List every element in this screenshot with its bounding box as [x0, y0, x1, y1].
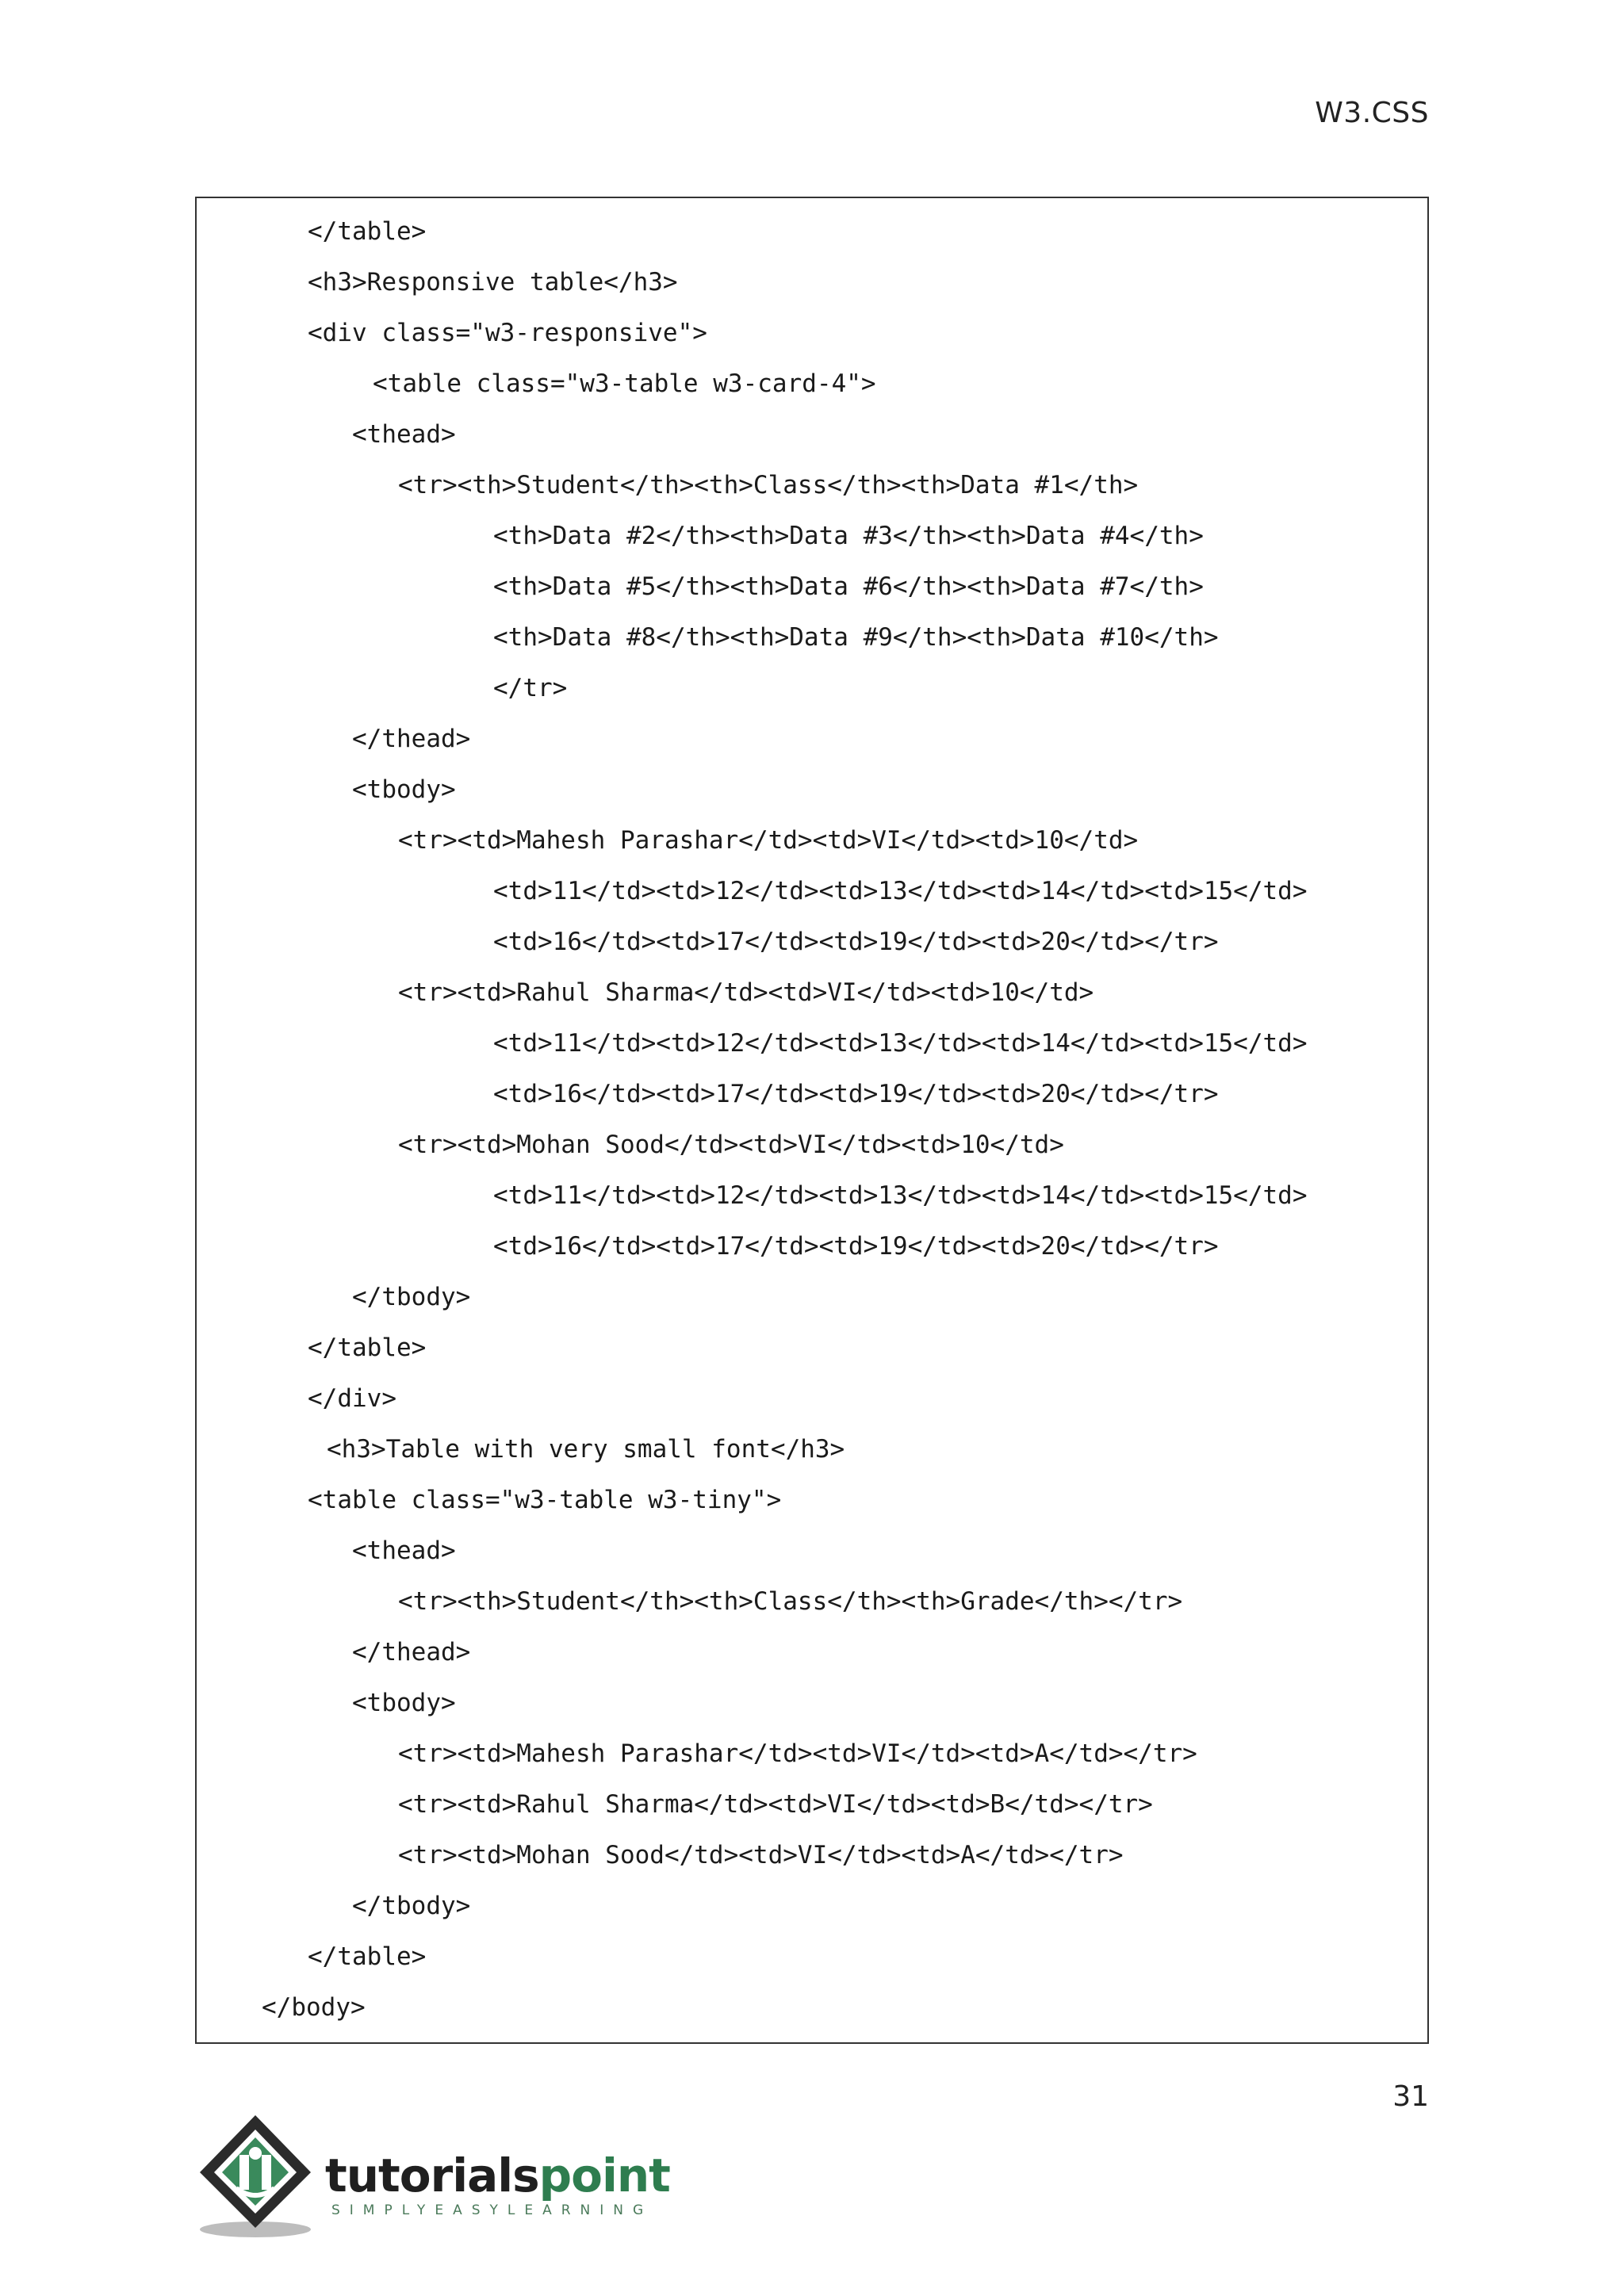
- code-line: </thead>: [352, 725, 471, 753]
- code-line: </table>: [308, 217, 427, 246]
- code-line: </tbody>: [352, 1283, 471, 1311]
- page-number: 31: [1392, 2080, 1429, 2113]
- code-listing-box: [195, 197, 1429, 2044]
- document-header-title: W3.CSS: [1315, 97, 1429, 129]
- code-line: <tr><th>Student</th><th>Class</th><th>Grade</th></tr>: [398, 1587, 1183, 1616]
- code-line: <table class="w3-table w3-tiny">: [308, 1486, 782, 1514]
- code-line: </body>: [262, 1993, 366, 2022]
- code-line: <table class="w3-table w3-card-4">: [373, 369, 876, 398]
- code-line: </table>: [308, 1334, 427, 1362]
- code-line: <tr><td>Mohan Sood</td><td>VI</td><td>10</td>: [398, 1131, 1064, 1159]
- code-line: <tbody>: [352, 775, 456, 804]
- code-line: <tr><td>Rahul Sharma</td><td>VI</td><td>B</td></tr>: [398, 1790, 1153, 1819]
- code-line: </tr>: [493, 674, 568, 702]
- logo-emblem-icon: [190, 2109, 333, 2244]
- code-line: <h3>Table with very small font</h3>: [327, 1435, 845, 1464]
- code-line: <th>Data #8</th><th>Data #9</th><th>Data #10</th>: [493, 623, 1219, 652]
- code-line: <td>11</td><td>12</td><td>13</td><td>14</td><td>15</td>: [493, 1181, 1308, 1210]
- code-line: <td>16</td><td>17</td><td>19</td><td>20</td></tr>: [493, 928, 1219, 956]
- code-line: </tbody>: [352, 1892, 471, 1920]
- code-line: <td>11</td><td>12</td><td>13</td><td>14</td><td>15</td>: [493, 877, 1308, 905]
- code-line: </table>: [308, 1942, 427, 1971]
- code-line: <tr><td>Rahul Sharma</td><td>VI</td><td>10</td>: [398, 978, 1094, 1007]
- code-line: <h3>Responsive table</h3>: [308, 268, 678, 297]
- code-line: <tr><th>Student</th><th>Class</th><th>Data #1</th>: [398, 471, 1139, 499]
- code-line: <thead>: [352, 420, 456, 449]
- code-line: <div class="w3-responsive">: [308, 319, 707, 347]
- code-line: <td>11</td><td>12</td><td>13</td><td>14</td><td>15</td>: [493, 1029, 1308, 1058]
- code-line: <tr><td>Mahesh Parashar</td><td>VI</td><td>A</td></tr>: [398, 1739, 1197, 1768]
- code-line: </thead>: [352, 1638, 471, 1667]
- tutorialspoint-logo: [190, 2109, 670, 2244]
- code-line: <tr><td>Mohan Sood</td><td>VI</td><td>A</td></tr>: [398, 1841, 1124, 1869]
- code-line: <td>16</td><td>17</td><td>19</td><td>20</td></tr>: [493, 1232, 1219, 1261]
- code-line: <thead>: [352, 1536, 456, 1565]
- code-line: <tr><td>Mahesh Parashar</td><td>VI</td><td>10</td>: [398, 826, 1139, 855]
- logo-tagline: SIMPLYEASYLEARNING: [331, 2202, 653, 2218]
- logo-wordmark: tutorialspoint: [325, 2149, 670, 2202]
- code-line: <td>16</td><td>17</td><td>19</td><td>20</td></tr>: [493, 1080, 1219, 1108]
- code-line: <tbody>: [352, 1689, 456, 1717]
- code-line: <th>Data #2</th><th>Data #3</th><th>Data #4</th>: [493, 522, 1204, 550]
- code-line: </div>: [308, 1384, 396, 1413]
- code-line: <th>Data #5</th><th>Data #6</th><th>Data #7</th>: [493, 572, 1204, 601]
